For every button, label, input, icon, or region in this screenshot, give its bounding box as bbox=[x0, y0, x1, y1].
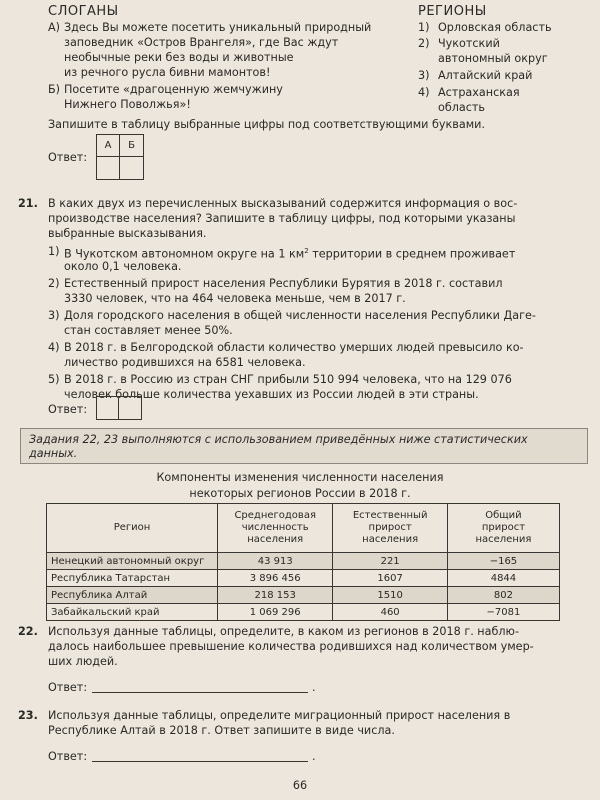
q21-option-line: 3330 человек, что на 464 человека меньше, чем в 2017 г. bbox=[64, 292, 406, 305]
region-num: 3) bbox=[418, 69, 430, 82]
note-line: данных. bbox=[29, 447, 78, 460]
table-cell: 4844 bbox=[447, 570, 559, 587]
table-cell: Республика Алтай bbox=[47, 587, 218, 604]
q21-option-num: 5) bbox=[48, 373, 60, 386]
population-table bbox=[46, 503, 560, 621]
table-cell: 3 896 456 bbox=[218, 570, 333, 587]
q21-text-line: В каких двух из перечисленных высказываний содержится информация о вос- bbox=[48, 197, 518, 210]
answer-label: Ответ: bbox=[48, 750, 88, 763]
table-cell: −7081 bbox=[447, 604, 559, 621]
table-cell: 43 913 bbox=[218, 553, 333, 570]
table-cell: Республика Татарстан bbox=[47, 570, 218, 587]
table-title: Компоненты изменения численности населения bbox=[156, 471, 444, 484]
table-title: некоторых регионов России в 2018 г. bbox=[189, 487, 411, 500]
table-cell: 460 bbox=[333, 604, 447, 621]
q23-text-line: Республике Алтай в 2018 г. Ответ запишите в виде числа. bbox=[48, 724, 395, 737]
table-cell: 1 069 296 bbox=[218, 604, 333, 621]
q21-option-line: В 2018 г. в Белгородской области количество умерших людей превысило ко- bbox=[64, 341, 524, 354]
table-cell: 1607 bbox=[333, 570, 447, 587]
q21-option-line: личество родившихся на 6581 человека. bbox=[64, 356, 306, 369]
table-cell: Забайкальский край bbox=[47, 604, 218, 621]
page-number: 66 bbox=[292, 779, 308, 792]
q21-option-num: 1) bbox=[48, 245, 60, 258]
q21-option-num: 3) bbox=[48, 309, 60, 322]
q21-option-line: Доля городского населения в общей численности населения Республики Даге- bbox=[64, 309, 536, 322]
q21-text-line: производстве населения? Запишите в таблицу цифры, под которыми указаны bbox=[48, 212, 516, 225]
region-name: Алтайский край bbox=[438, 69, 533, 82]
table-cell: −165 bbox=[447, 553, 559, 570]
table-row bbox=[47, 587, 560, 604]
q21-option-num: 4) bbox=[48, 341, 60, 354]
q21-number: 21. bbox=[18, 197, 38, 210]
instruction-top: Запишите в таблицу выбранные цифры под соответствующими буквами. bbox=[48, 118, 486, 131]
slogan-b-letter: Б) bbox=[48, 83, 61, 96]
q21-option-line: Естественный прирост населения Республики Бурятия в 2018 г. составил bbox=[64, 277, 503, 290]
slogan-a-line: Здесь Вы можете посетить уникальный природный bbox=[64, 21, 372, 34]
note-line: Задания 22, 23 выполняются с использованием приведённых ниже статистических bbox=[29, 433, 528, 446]
q23-number: 23. bbox=[18, 709, 38, 722]
slogan-a-line: необычные реки без воды и животные bbox=[64, 51, 294, 64]
answer-cell-1[interactable] bbox=[97, 397, 119, 419]
table-cell: Ненецкий автономный округ bbox=[47, 553, 218, 570]
slogan-b-line: Нижнего Поволжья»! bbox=[64, 98, 191, 111]
answer-cell-2[interactable] bbox=[119, 397, 141, 419]
answer-grid-q21 bbox=[96, 396, 142, 420]
q22-text-line: далось наибольшее превышение количества родившихся над количеством умер- bbox=[48, 640, 534, 653]
region-name: Астраханская bbox=[438, 86, 520, 99]
q21-option-line: человек больше количества уехавших из России людей в эти страны. bbox=[64, 388, 479, 401]
answer-letter-a: А bbox=[97, 135, 120, 157]
table-cell: 218 153 bbox=[218, 587, 333, 604]
answer-label: Ответ: bbox=[48, 151, 88, 164]
q21-option-line: около 0,1 человека. bbox=[64, 260, 182, 273]
q21-option-line: В 2018 г. в Россию из стран СНГ прибыли 510 994 человека, что на 129 076 bbox=[64, 373, 512, 386]
q21-option-line: стан составляет менее 50%. bbox=[64, 324, 233, 337]
slogan-a-line: из речного русла бивни мамонтов! bbox=[64, 66, 271, 79]
table-cell: 802 bbox=[447, 587, 559, 604]
region-name: Чукотский bbox=[438, 37, 500, 50]
table-header-total-growth: Общий прирост населения bbox=[447, 504, 559, 553]
q23-text-line: Используя данные таблицы, определите миграционный прирост населения в bbox=[48, 709, 511, 722]
slogan-a-line: заповедник «Остров Врангеля», где Вас ждут bbox=[64, 36, 339, 49]
region-name: область bbox=[438, 101, 486, 114]
q21-option-num: 2) bbox=[48, 277, 60, 290]
slogan-a-letter: А) bbox=[48, 21, 61, 34]
slogans-header: СЛОГАНЫ bbox=[48, 4, 119, 19]
table-row bbox=[47, 553, 560, 570]
q21-option-line: В Чукотском автономном округе на 1 $км^2$ территории в среднем проживает bbox=[64, 247, 516, 261]
table-cell: 1510 bbox=[333, 587, 447, 604]
q22-text-line: Используя данные таблицы, определите, в каком из регионов в 2018 г. наблю- bbox=[48, 625, 519, 638]
table-row bbox=[47, 604, 560, 621]
table-row bbox=[47, 570, 560, 587]
q22-text-line: ших людей. bbox=[48, 655, 118, 668]
region-num: 2) bbox=[418, 37, 430, 50]
table-header-region: Регион bbox=[47, 504, 218, 553]
region-name: автономный округ bbox=[438, 52, 548, 65]
answer-letter-b: Б bbox=[120, 135, 143, 157]
q22-number: 22. bbox=[18, 625, 38, 638]
answer-period: . bbox=[312, 681, 316, 694]
table-header-natural-growth: Естественный прирост населения bbox=[333, 504, 447, 553]
answer-cell-b[interactable] bbox=[120, 157, 143, 179]
table-cell: 221 bbox=[333, 553, 447, 570]
answer-cell-a[interactable] bbox=[97, 157, 120, 179]
answer-grid-matching bbox=[96, 134, 144, 180]
region-num: 4) bbox=[418, 86, 430, 99]
table-header-population: Среднегодовая численность населения bbox=[218, 504, 333, 553]
slogan-b-line: Посетите «драгоценную жемчужину bbox=[64, 83, 283, 96]
region-num: 1) bbox=[418, 21, 430, 34]
q21-text-line: выбранные высказывания. bbox=[48, 227, 207, 240]
region-name: Орловская область bbox=[438, 21, 552, 34]
answer-label: Ответ: bbox=[48, 681, 88, 694]
answer-label: Ответ: bbox=[48, 403, 88, 416]
note-box bbox=[20, 428, 588, 464]
regions-header: РЕГИОНЫ bbox=[418, 4, 487, 19]
answer-period: . bbox=[312, 750, 316, 763]
q23-answer-line[interactable] bbox=[92, 761, 308, 762]
q22-answer-line[interactable] bbox=[92, 692, 308, 693]
